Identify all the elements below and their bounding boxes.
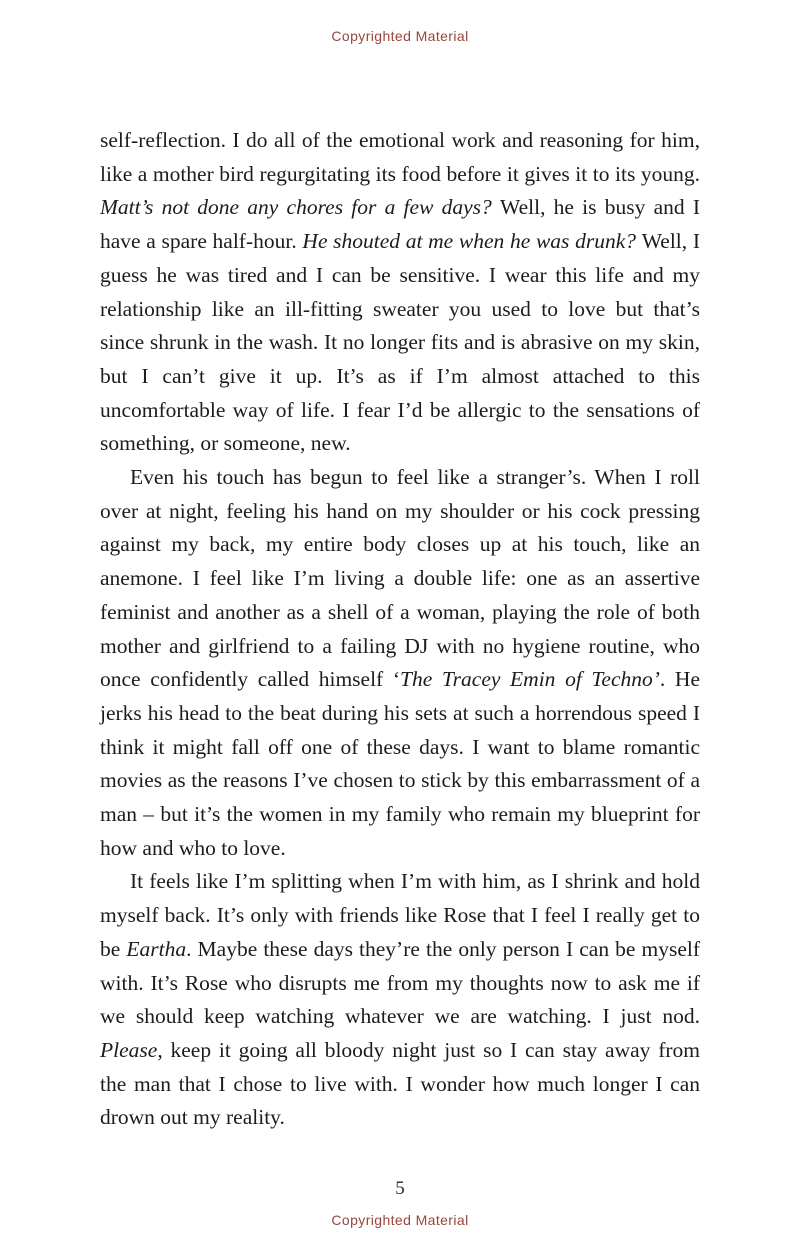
copyright-notice-bottom: Copyrighted Material (331, 1212, 469, 1228)
italic-text-run: The Tracey Emin of Techno’ (400, 667, 660, 692)
paragraph (100, 461, 700, 865)
italic-text-run: Eartha (126, 936, 187, 961)
text-run: Well, I guess he was tired and I can be sensitive. I wear this life and my relationship like an ill-fitting sweater you used to love but that’s since shrunk in the wash. It no longer fits and is abrasive on my skin, but I can’t give it up. It’s as if I’m almost attached to this uncomfortable way of life. I fear I’d be allergic to the sensations of something, or someone, new. (100, 229, 700, 456)
text-run: Well, he is busy and I have a spare half-hour. (100, 195, 700, 254)
text-run: , keep it going all bloody night just so I can stay away from the man that I chose to live with. I wonder how much longer I can drown out my reality. (100, 1037, 700, 1130)
page-number: 5 (395, 1178, 405, 1199)
text-run: . He jerks his head to the beat during his sets at such a horrendous speed I think it might fall off one of these days. I want to blame romantic movies as the reasons I’ve chosen to stick by this embarrassment of a man – but it’s the women in my family who remain my blueprint for how and who to love. (100, 667, 700, 860)
paragraph (100, 865, 700, 1135)
text-run: self-reflection. I do all of the emotional work and reasoning for him, like a mother bird regurgitating its food before it gives it to its young. (100, 128, 700, 186)
text-run: . Maybe these days they’re the only person I can be myself with. It’s Rose who disrupts me from my thoughts now to ask me if we should keep watching whatever we are watching. I just nod. (100, 936, 701, 1029)
copyright-notice-top: Copyrighted Material (331, 28, 469, 44)
italic-text-run: Matt’s not done any chores for a few days? (100, 195, 501, 220)
text-run: Even his touch has begun to feel like a stranger’s. When I roll over at night, feeling his hand on my shoulder or his cock pressing against my back, my entire body closes up at his touch, like an anemone. I feel like I’m living a double life: one as an assertive feminist and another as a shell of a woman, playing the role of both mother and girlfriend to a failing DJ with no hygiene routine, who once confidently called himself ‘ (100, 465, 700, 692)
page-body (100, 124, 700, 1135)
italic-text-run: Please (100, 1037, 158, 1062)
text-run: It feels like I’m splitting when I’m with him, as I shrink and hold myself back. It’s only with friends like Rose that I feel I really get to be (100, 869, 700, 961)
italic-text-run: He shouted at me when he was drunk? (302, 229, 642, 254)
paragraph (100, 124, 700, 461)
